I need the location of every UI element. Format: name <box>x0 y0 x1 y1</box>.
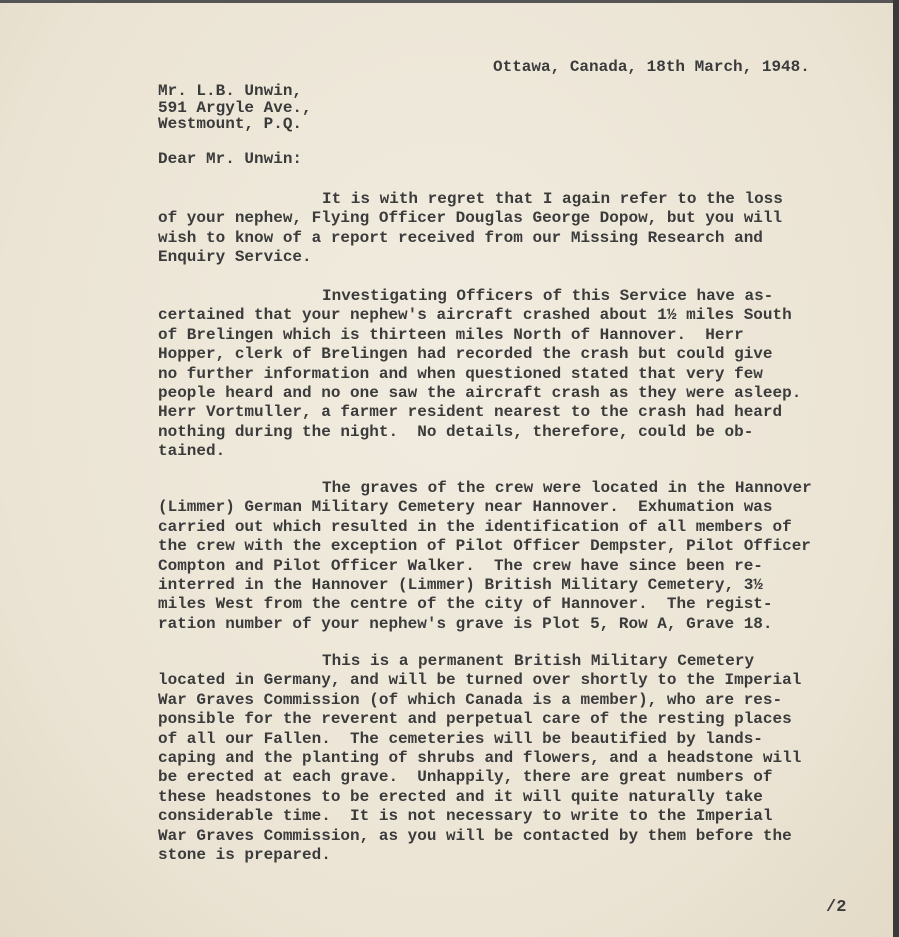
paragraph-line: of all our Fallen. The cemeteries will be beautified by lands- <box>158 729 763 748</box>
paragraph-line: Herr Vortmuller, a farmer resident nearest to the crash had heard <box>158 403 783 422</box>
paragraph-line: ponsible for the reverent and perpetual care of the resting places <box>158 710 792 729</box>
paragraph-line: of your nephew, Flying Officer Douglas George Dopow, but you will <box>158 209 783 228</box>
recipient-address <box>158 83 312 133</box>
paragraph-line: stone is prepared. <box>158 845 331 864</box>
paragraph-line: ration number of your nephew's grave is Plot 5, Row A, Grave 18. <box>158 614 773 633</box>
paragraph-line: certained that your nephew's aircraft crashed about 1½ miles South <box>158 306 792 325</box>
paragraph-line: Compton and Pilot Officer Walker. The crew have since been re- <box>158 556 763 575</box>
address-line: Mr. L.B. Unwin, <box>158 82 303 100</box>
paragraph-line: This is a permanent British Military Cemetery <box>322 652 755 670</box>
paragraph-line: nothing during the night. No details, therefore, could be ob- <box>158 422 754 441</box>
paragraph-line: Investigating Officers of this Service have as- <box>322 287 774 305</box>
paragraph-line: located in Germany, and will be turned over shortly to the Imperial <box>158 671 802 690</box>
paragraph-2 <box>158 287 801 462</box>
paragraph-line: be erected at each grave. Unhappily, there are great numbers of <box>158 768 773 787</box>
page-right-edge <box>893 0 899 937</box>
paragraph-1 <box>158 190 783 268</box>
paragraph-line: carried out which resulted in the identification of all members of <box>158 517 792 536</box>
paragraph-line: Enquiry Service. <box>158 248 312 267</box>
paragraph-line: The graves of the crew were located in the Hannover <box>322 479 812 497</box>
paragraph-line: people heard and no one saw the aircraft crash as they were asleep. <box>158 383 802 402</box>
page-number: /2 <box>826 898 847 917</box>
paragraph-line: tained. <box>158 442 226 461</box>
address-line: 591 Argyle Ave., <box>158 98 312 117</box>
paragraph-line: considerable time. It is not necessary to write to the Imperial <box>158 807 773 826</box>
paragraph-line: War Graves Commission, as you will be contacted by them before the <box>158 826 792 845</box>
paragraph-4 <box>158 652 801 865</box>
paragraph-line: wish to know of a report received from our Missing Research and <box>158 228 763 247</box>
paragraph-line: interred in the Hannover (Limmer) British Military Cemetery, 3½ <box>158 575 763 594</box>
address-line: Westmount, P.Q. <box>158 115 303 134</box>
paragraph-3 <box>158 479 812 634</box>
letter-date: Ottawa, Canada, 18th March, 1948. <box>493 58 810 76</box>
paragraph-line: (Limmer) German Military Cemetery near Hannover. Exhumation was <box>158 498 773 517</box>
paragraph-line: It is with regret that I again refer to the loss <box>322 190 783 208</box>
paragraph-line: these headstones to be erected and it will quite naturally take <box>158 787 763 806</box>
paragraph-line: miles West from the centre of the city of Hannover. The regist- <box>158 595 773 614</box>
paragraph-line: no further information and when questioned stated that very few <box>158 364 763 383</box>
paragraph-line: caping and the planting of shrubs and flowers, and a headstone will <box>158 748 802 767</box>
paragraph-line: Hopper, clerk of Brelingen had recorded the crash but could give <box>158 345 773 364</box>
paragraph-line: War Graves Commission (of which Canada is a member), who are res- <box>158 690 783 709</box>
paragraph-line: the crew with the exception of Pilot Officer Dempster, Pilot Officer <box>158 537 811 556</box>
salutation: Dear Mr. Unwin: <box>158 150 303 168</box>
paragraph-line: of Brelingen which is thirteen miles North of Hannover. Herr <box>158 325 744 344</box>
